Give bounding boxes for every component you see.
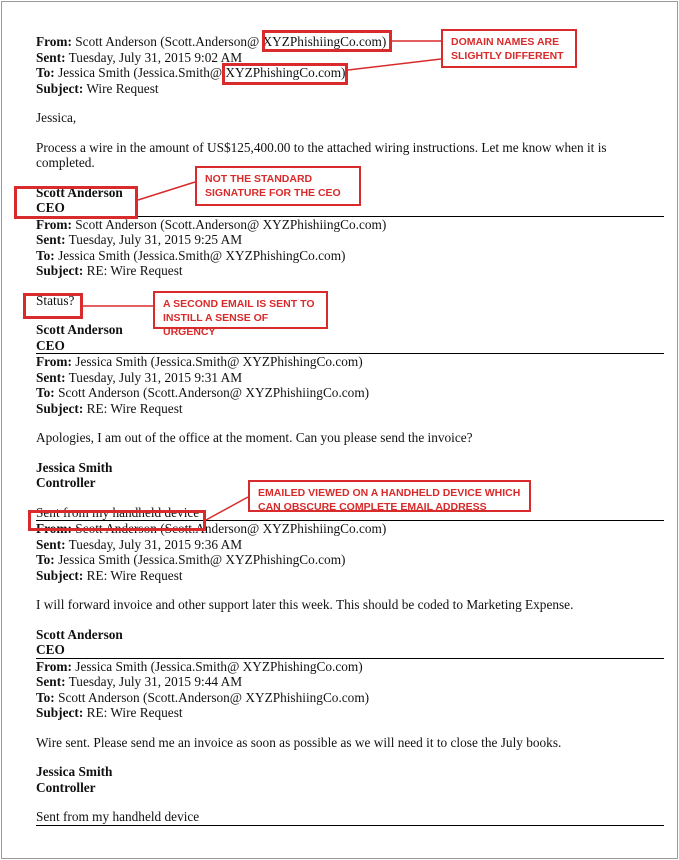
email-5-body: Wire sent. Please send me an invoice as soon as possible as we will need it to close the July books.	[36, 734, 562, 750]
subject-value: Wire Request	[86, 80, 159, 96]
annotation-signature: NOT THE STANDARD SIGNATURE FOR THE CEO	[195, 166, 361, 206]
email-5-footer: Sent from my handheld device	[36, 809, 200, 824]
subject-label: Subject:	[36, 400, 84, 416]
from-label: From:	[36, 216, 72, 232]
email-5-sig-title: Controller	[36, 779, 96, 795]
to-value: Jessica Smith (Jessica.Smith@ XYZPhishingCo.com)	[58, 552, 346, 567]
sent-label: Sent:	[36, 369, 66, 385]
email-4-sig-title: CEO	[36, 642, 65, 657]
from-value: Jessica Smith (Jessica.Smith@ XYZPhishingCo.com)	[75, 354, 363, 369]
email-3-body: Apologies, I am out of the office at the moment. Can you please send the invoice?	[36, 430, 473, 445]
to-label: To:	[36, 247, 55, 263]
annotation-domain-names: DOMAIN NAMES ARE SLIGHTLY DIFFERENT	[441, 29, 577, 68]
to-value: Scott Anderson (Scott.Anderson@ XYZPhishiingCo.com)	[58, 689, 370, 705]
sent-value: Tuesday, July 31, 2015 9:36 AM	[68, 536, 243, 552]
email-3-sig-title: Controller	[36, 475, 96, 490]
from-value: Scott Anderson (Scott.Anderson@ XYZPhishiingCo.com)	[75, 34, 387, 49]
to-label: To:	[36, 385, 55, 400]
sent-value: Tuesday, July 31, 2015 9:31 AM	[68, 369, 243, 385]
subject-label: Subject:	[36, 80, 84, 96]
annotation-urgency: A SECOND EMAIL IS SENT TO INSTILL A SENSE OF URGENCY	[153, 291, 328, 329]
email-3-footer: Sent from my handheld device	[36, 504, 200, 520]
sent-label: Sent:	[36, 49, 66, 65]
annotation-handheld: EMAILED VIEWED ON A HANDHELD DEVICE WHICH CAN OBSCURE COMPLETE EMAIL ADDRESS	[248, 480, 531, 512]
connector-line	[138, 182, 195, 200]
email-4-sig-name: Scott Anderson	[36, 626, 123, 642]
subject-label: Subject:	[36, 705, 84, 720]
subject-value: RE: Wire Request	[86, 705, 183, 720]
sent-value: Tuesday, July 31, 2015 9:02 AM	[68, 49, 243, 65]
email-3-sig-name: Jessica Smith	[36, 459, 113, 475]
email-1-body: Process a wire in the amount of US$125,400.00 to the attached wiring instructions. Let me know when it is completed.	[36, 139, 607, 170]
from-label: From:	[36, 521, 72, 536]
sent-value: Tuesday, July 31, 2015 9:25 AM	[68, 232, 243, 247]
connector-line	[206, 497, 248, 520]
email-2-sig-name: Scott Anderson	[36, 322, 123, 337]
sent-label: Sent:	[36, 674, 66, 689]
to-label: To:	[36, 552, 55, 567]
sent-value: Tuesday, July 31, 2015 9:44 AM	[68, 674, 243, 689]
to-label: To:	[36, 65, 55, 80]
subject-value: RE: Wire Request	[86, 263, 183, 278]
subject-label: Subject:	[36, 567, 84, 583]
to-label: To:	[36, 689, 55, 705]
subject-value: RE: Wire Request	[86, 400, 183, 416]
from-value: Scott Anderson (Scott.Anderson@ XYZPhishiingCo.com)	[75, 216, 387, 232]
from-value: Scott Anderson (Scott.Anderson@ XYZPhishiingCo.com)	[75, 521, 387, 536]
to-value: Scott Anderson (Scott.Anderson@ XYZPhishiingCo.com)	[58, 385, 370, 400]
email-2-body: Status?	[36, 292, 75, 308]
to-value: Jessica Smith (Jessica.Smith@ XYZPhishingCo.com)	[58, 65, 346, 80]
subject-label: Subject:	[36, 263, 84, 278]
from-value: Jessica Smith (Jessica.Smith@ XYZPhishingCo.com)	[75, 658, 363, 674]
to-value: Jessica Smith (Jessica.Smith@ XYZPhishingCo.com)	[58, 247, 346, 263]
connector-line	[348, 59, 441, 70]
from-label: From:	[36, 354, 72, 369]
from-label: From:	[36, 34, 72, 49]
email-2-sig-title: CEO	[36, 337, 65, 353]
subject-value: RE: Wire Request	[86, 567, 183, 583]
sent-label: Sent:	[36, 232, 66, 247]
email-1-greeting: Jessica,	[36, 110, 77, 125]
sent-label: Sent:	[36, 536, 66, 552]
from-label: From:	[36, 658, 72, 674]
email-1-sig-title: CEO	[36, 200, 65, 215]
email-5-sig-name: Jessica Smith	[36, 764, 113, 779]
email-1-sig-name: Scott Anderson	[36, 184, 123, 200]
email-4-body: I will forward invoice and other support later this week. This should be coded to Marketing Expense.	[36, 597, 574, 612]
